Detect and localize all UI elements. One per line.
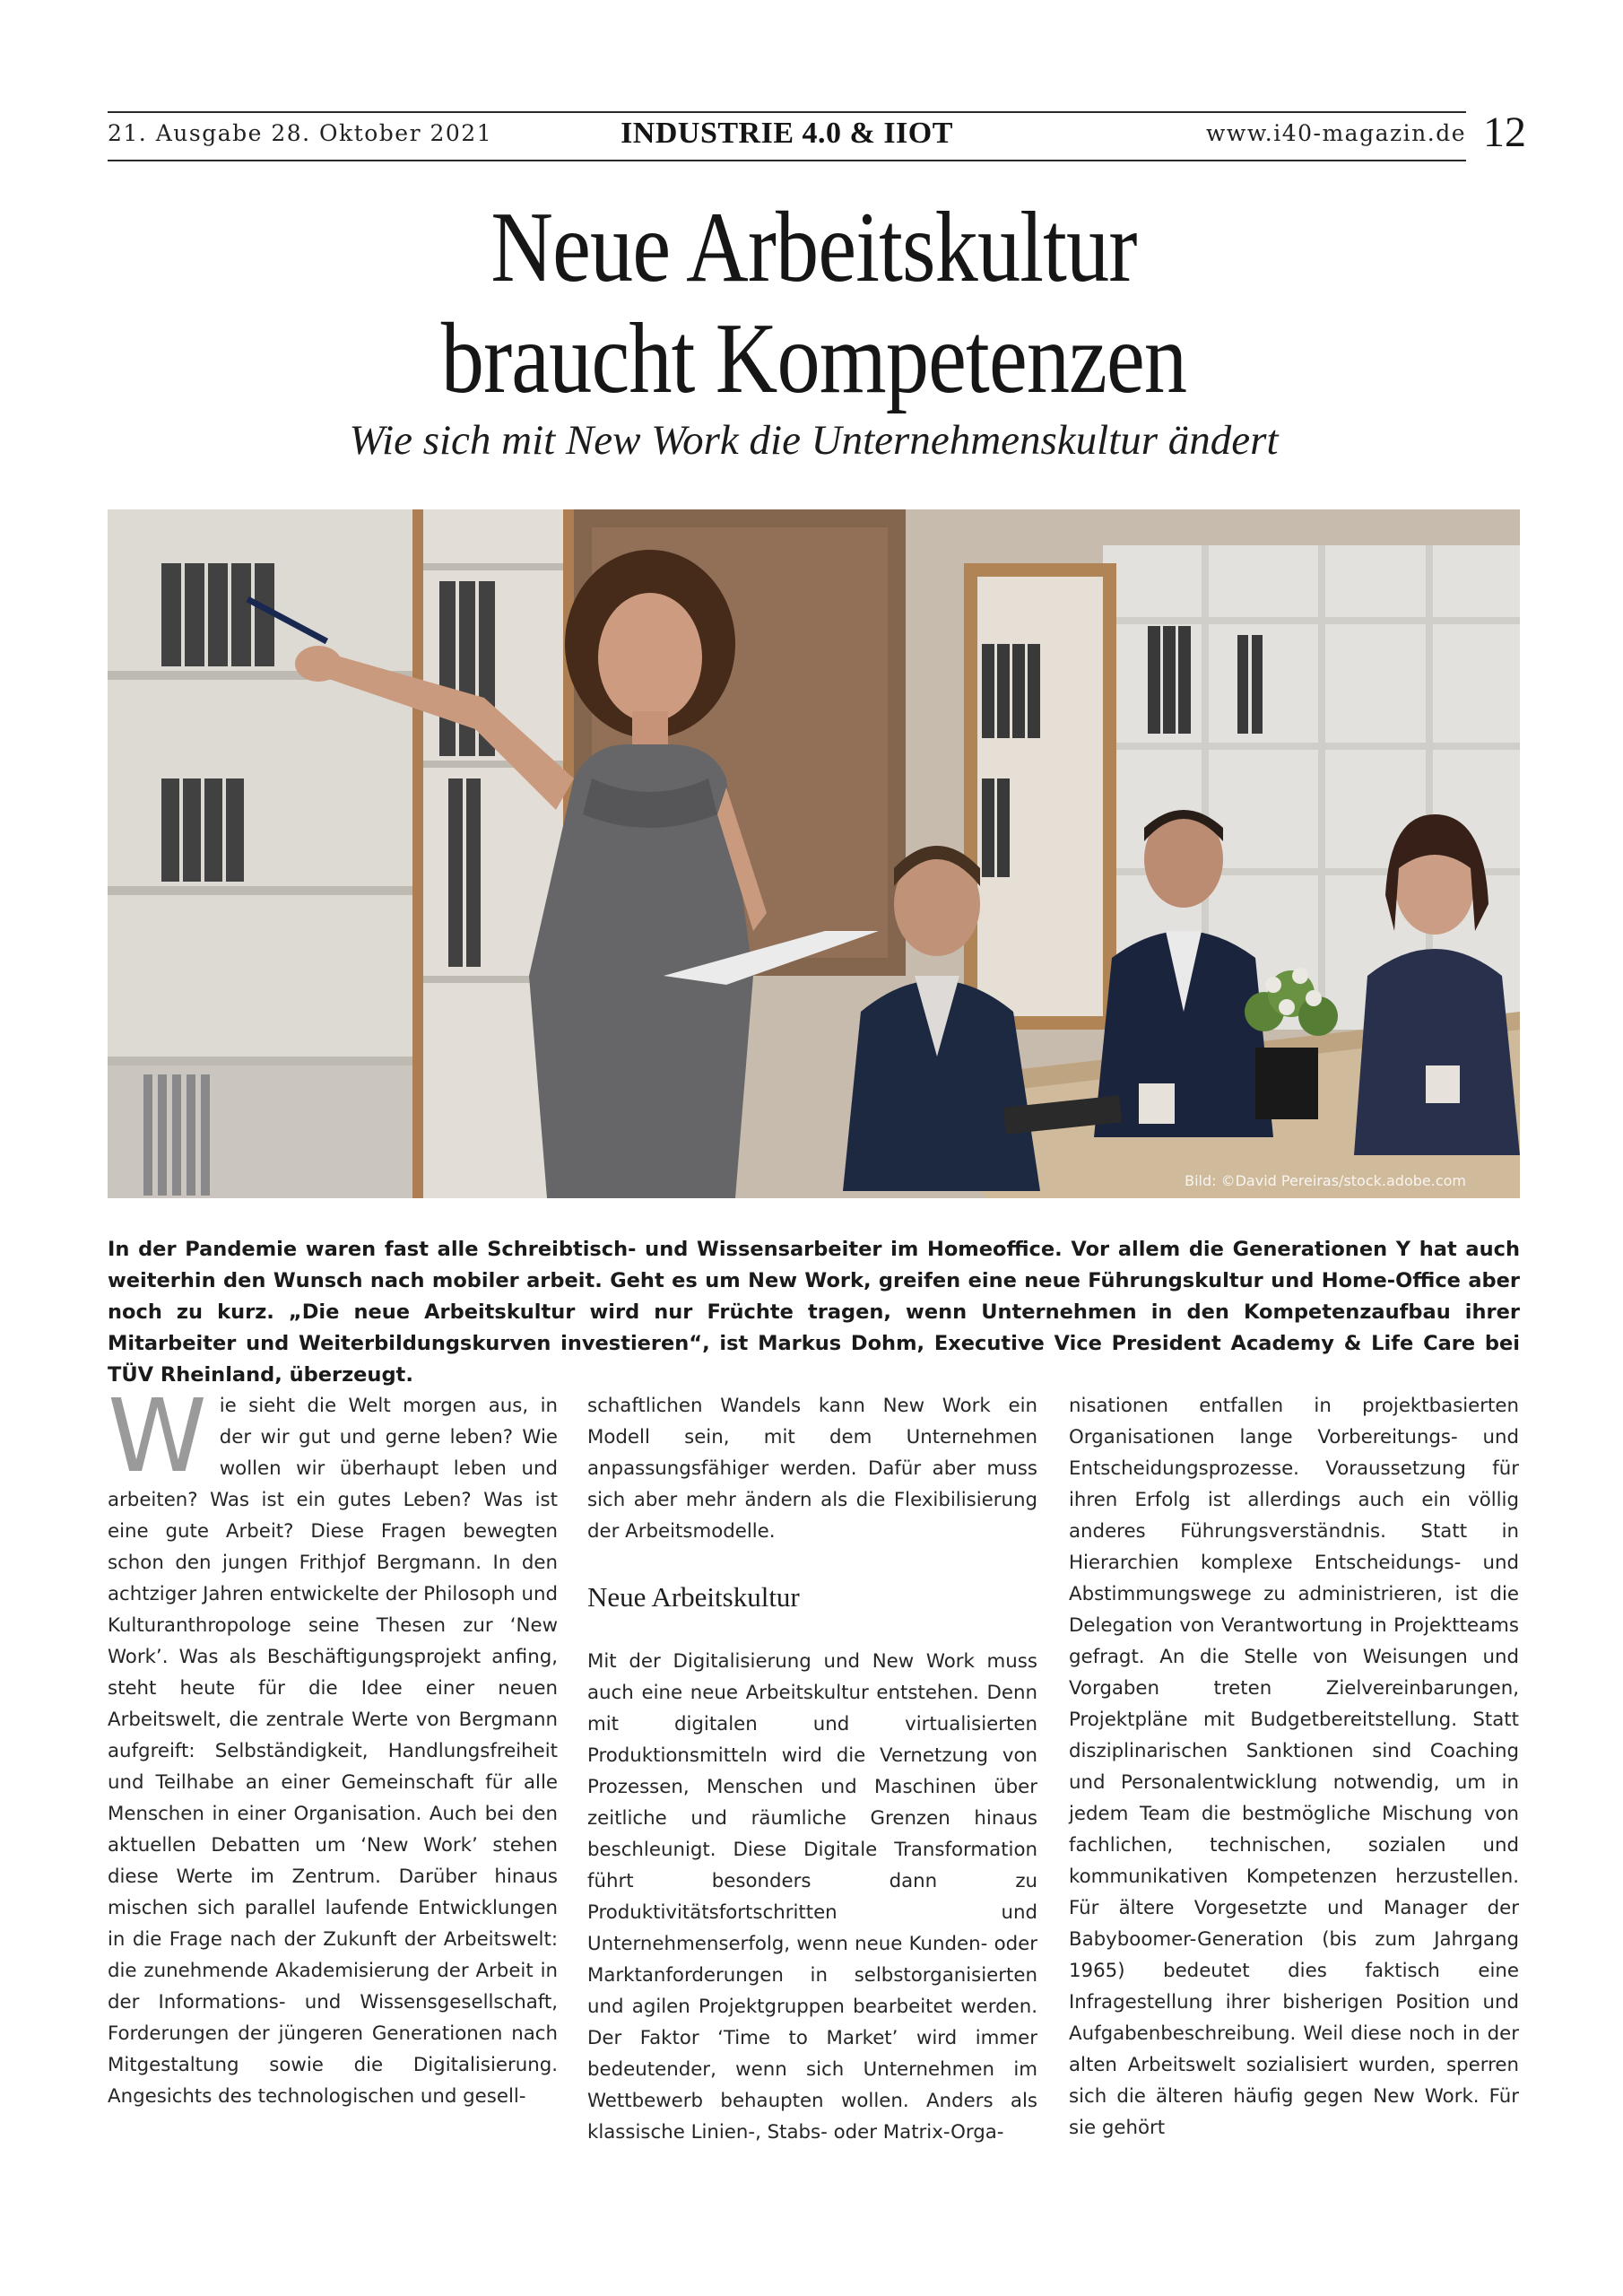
- title-line-1: Neue Arbeitskultur: [490, 192, 1137, 303]
- drop-cap: W: [108, 1378, 207, 1495]
- paragraph: nisationen entfallen in projektbasierten Organisationen lange Vorbereitungs- und Entscheidungsprozesse. Voraussetzung für ihren Erfolg ist allerdings auch ein völlig anderes Führungsverständnis. Statt in Hierarchien komplexe Entscheidungs- und Abstimmungswege zu administrieren, ist die Delegation von Verantwortung in Projektteams gefragt. An die Stelle von Weisungen und Vorgaben treten Zielvereinbarungen, Projektpläne mit Budgetbereitstellung. Statt disziplinarischen Sanktionen sind Coaching und Personalentwicklung notwendig, um in jedem Team die bestmögliche Mischung von fachlichen, technischen, sozialen und kommunikativen Kompetenzen herzustellen. Für ältere Vorgesetzte und Manager der Babyboomer-Generation (bis zum Jahrgang 1965) bedeutet dies faktisch eine Infragestellung ihrer bisherigen Position und Aufgabenbeschreibung. Weil diese noch in der alten Arbeitswelt sozialisiert wurden, sperren sich die älteren häufig gegen New Work. Für sie gehört: [1069, 1395, 1519, 2139]
- column-1-text: ie sieht die Welt morgen aus, in der wir gut und gerne leben? Wie wollen wir überhaupt leben und arbeiten? Was ist ein gutes Leben? Was ist eine gute Arbeit? Diese Fragen bewegten schon den jungen Frithjof Bergmann. In den achtziger Jahren entwickelte der Philosoph und Kulturanthropologe seine Thesen zur ‘New Work’. Was als Beschäftigungsprojekt anfing, steht heute für die Idee einer neuen Arbeitswelt, die zentrale Werte von Bergmann aufgreift: Selbständigkeit, Handlungsfreiheit und Teilhabe an einer Gemeinschaft für alle Menschen in einer Organisation. Auch bei den aktuellen Debatten um ‘New Work’ stehen diese Werte im Zentrum. Darüber hinaus mischen sich parallel laufende Entwicklungen in die Frage nach der Zukunft der Arbeitswelt: die zunehmende Akademisierung der Arbeit in der Informations- und Wissensgesellschaft, Forderungen der jüngeren Generationen nach Mitgestaltung sowie die Digitalisierung. Angesichts des technologischen und gesell-: [108, 1395, 558, 2108]
- article-subtitle: Wie sich mit New Work die Unternehmenskultur ändert: [349, 417, 1279, 464]
- column-1: [108, 1378, 558, 2126]
- magazine-url[interactable]: www.i40-magazin.de: [1206, 120, 1466, 146]
- section-title: INDUSTRIE 4.0 & IIOT: [621, 117, 953, 150]
- title-line-2: braucht Kompetenzen: [440, 303, 1187, 414]
- paragraph: Mit der Digitalisierung und New Work muss auch eine neue Arbeitskultur entstehen. Denn mit digitalen und virtualisierten Produktionsmitteln wird die Vernetzung von Prozessen, Menschen und Maschinen über zeitliche und räumliche Grenzen hinaus beschleunigt. Diese Digitale Transformation führt besonders dann zu Produktivitätsfortschritten und Unternehmenserfolg, wenn neue Kunden- oder Marktanforderungen in selbstorganisierten und agilen Projektgruppen bearbeitet werden. Der Faktor ‘Time to Market’ wird immer bedeutender, wenn sich Unternehmen im Wettbewerb behaupten wollen. Anders als klassische Linien-, Stabs- oder Matrix-Orga-: [587, 1650, 1037, 2144]
- paragraph: schaftlichen Wandels kann New Work ein Modell sein, mit dem Unternehmen anpassungsfähiger werden. Dafür aber muss sich aber mehr ändern als die Flexibilisierung der Arbeitsmodelle.: [587, 1395, 1037, 1543]
- hero-image: [108, 509, 1520, 1198]
- issue-date: 21. Ausgabe 28. Oktober 2021: [108, 120, 493, 146]
- column-3: [1069, 1390, 1519, 2139]
- lead-paragraph: In der Pandemie waren fast alle Schreibtisch- und Wissensarbeiter im Homeoffice. Vor allem die Generationen Y hat auch weiterhin den Wunsch nach mobiler arbeit. Geht es um New Work, greifen eine neue Führungskultur und Home-Office aber noch zu kurz. „Die neue Arbeitskultur wird nur Früchte tragen, wenn Unternehmen in den Kompetenzaufbau ihrer Mitarbeiter und Weiterbildungskurven investieren“, ist Markus Dohm, Executive Vice President Academy & Life Care bei TÜV Rheinland, überzeugt.: [108, 1238, 1520, 1387]
- article-title: [108, 192, 1520, 414]
- section-heading: Neue Arbeitskultur: [587, 1581, 800, 1613]
- image-credit: Bild: ©David Pereiras/stock.adobe.com: [1185, 1172, 1466, 1189]
- paragraph: [108, 1378, 558, 2112]
- column-2: [587, 1390, 1037, 2144]
- page-number: 12: [1483, 109, 1526, 156]
- office-meeting-illustration: [108, 509, 1520, 1198]
- page-header: [108, 111, 1466, 161]
- article-body: [108, 1378, 1520, 2144]
